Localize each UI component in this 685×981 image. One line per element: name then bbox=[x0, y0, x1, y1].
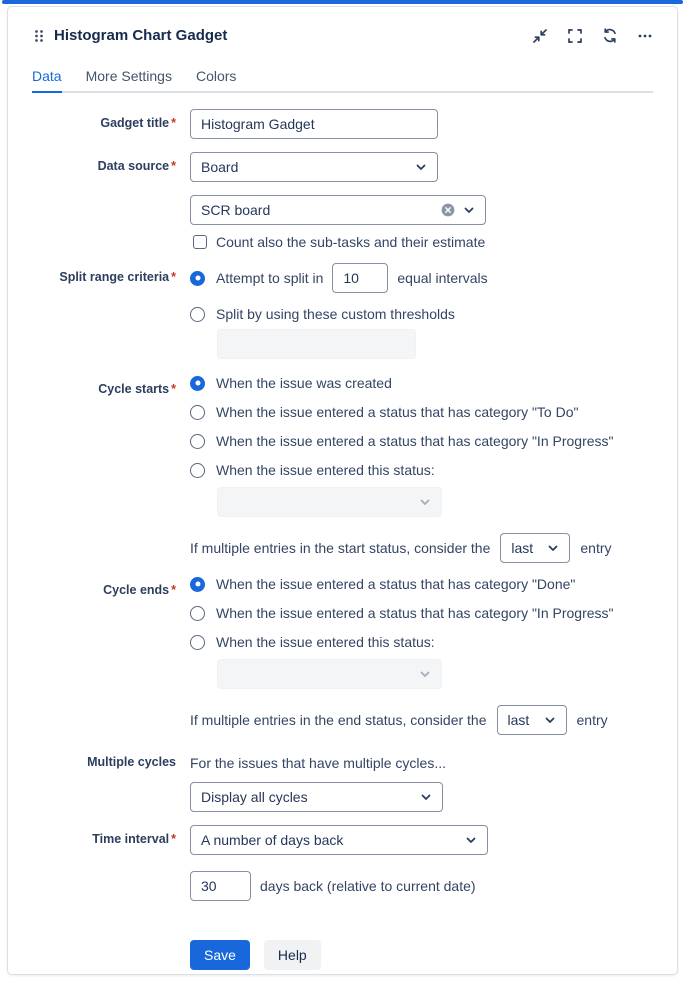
chevron-down-icon bbox=[465, 834, 477, 846]
multiple-cycles-label: Multiple cycles bbox=[87, 755, 176, 769]
multiple-cycles-note: For the issues that have multiple cycles... bbox=[190, 755, 446, 771]
tab-colors[interactable]: Colors bbox=[195, 68, 237, 84]
cycle-starts-radio-created[interactable] bbox=[190, 376, 205, 391]
custom-thresholds-input bbox=[217, 329, 416, 359]
subtasks-checkbox-row[interactable] bbox=[190, 234, 653, 250]
gadget-title-input[interactable] bbox=[190, 109, 438, 139]
tab-bar bbox=[8, 54, 677, 93]
save-button[interactable]: Save bbox=[190, 940, 250, 970]
split-equal-prefix: Attempt to split in bbox=[216, 270, 324, 286]
minimize-icon[interactable] bbox=[532, 28, 548, 44]
cycle-starts-radio-inprogress[interactable] bbox=[190, 434, 205, 449]
subtasks-checkbox[interactable] bbox=[193, 235, 207, 249]
maximize-icon[interactable] bbox=[567, 28, 583, 44]
help-button[interactable]: Help bbox=[264, 940, 321, 970]
gadget-header bbox=[8, 7, 677, 54]
cycle-ends-label: Cycle ends * bbox=[103, 583, 176, 597]
header-actions bbox=[532, 28, 653, 44]
gadget-card bbox=[7, 6, 678, 975]
days-back-input[interactable] bbox=[190, 871, 251, 901]
end-status-note: If multiple entries in the end status, consider the last entry bbox=[190, 705, 653, 735]
chevron-down-icon bbox=[463, 204, 475, 216]
split-custom-label: Split by using these custom thresholds bbox=[216, 306, 455, 322]
refresh-icon[interactable] bbox=[602, 28, 618, 44]
split-custom-radio-row[interactable] bbox=[190, 306, 653, 322]
more-icon[interactable] bbox=[637, 28, 653, 44]
days-back-suffix: days back (relative to current date) bbox=[260, 878, 476, 894]
required-asterisk: * bbox=[171, 116, 176, 130]
time-interval-label: Time interval * bbox=[92, 832, 176, 846]
gadget-title-label: Gadget title * bbox=[100, 116, 176, 130]
drag-handle-icon[interactable] bbox=[34, 29, 44, 43]
data-source-label: Data source * bbox=[97, 159, 176, 173]
time-interval-select[interactable]: A number of days back bbox=[190, 825, 488, 855]
required-asterisk: * bbox=[171, 270, 176, 284]
required-asterisk: * bbox=[171, 832, 176, 846]
split-range-label: Split range criteria * bbox=[59, 270, 176, 284]
gadget-title: Histogram Chart Gadget bbox=[54, 27, 228, 44]
cycle-ends-radio-status[interactable] bbox=[190, 635, 205, 650]
board-select[interactable]: SCR board bbox=[190, 195, 486, 225]
cycle-starts-label: Cycle starts * bbox=[98, 382, 176, 396]
required-asterisk: * bbox=[171, 159, 176, 173]
chevron-down-icon bbox=[547, 542, 559, 554]
cycle-ends-status-select bbox=[217, 659, 442, 689]
split-equal-suffix: equal intervals bbox=[397, 270, 488, 286]
chevron-down-icon bbox=[419, 668, 431, 680]
cycle-starts-radio-todo[interactable] bbox=[190, 405, 205, 420]
cycle-ends-option-row[interactable]: When the issue entered a status that has category "In Progress" bbox=[190, 605, 653, 621]
split-equal-radio[interactable] bbox=[190, 271, 205, 286]
chevron-down-icon bbox=[419, 496, 431, 508]
split-custom-radio[interactable] bbox=[190, 307, 205, 322]
cycle-starts-radio-status[interactable] bbox=[190, 463, 205, 478]
chevron-down-icon bbox=[415, 161, 427, 173]
gadget-accent-bar bbox=[2, 0, 683, 4]
start-status-note: If multiple entries in the start status, consider the last entry bbox=[190, 533, 653, 563]
split-intervals-input[interactable] bbox=[332, 263, 388, 293]
chevron-down-icon bbox=[420, 791, 432, 803]
cycle-starts-option-row[interactable]: When the issue entered a status that has category "To Do" bbox=[190, 404, 653, 420]
cycle-starts-option-row[interactable]: When the issue was created bbox=[190, 375, 653, 391]
cycle-ends-radio-inprogress[interactable] bbox=[190, 606, 205, 621]
multiple-cycles-select[interactable]: Display all cycles bbox=[190, 782, 443, 812]
gadget-config-form bbox=[8, 93, 677, 970]
cycle-ends-option-row[interactable]: When the issue entered a status that has category "Done" bbox=[190, 576, 653, 592]
cycle-starts-option-row[interactable]: When the issue entered this status: bbox=[190, 462, 653, 478]
clear-selection-icon[interactable] bbox=[441, 203, 455, 217]
start-entry-select[interactable]: last bbox=[500, 533, 570, 563]
cycle-ends-option-row[interactable]: When the issue entered this status: bbox=[190, 634, 653, 650]
chevron-down-icon bbox=[544, 714, 556, 726]
split-equal-radio-row[interactable] bbox=[190, 263, 653, 293]
data-source-type-select[interactable]: Board bbox=[190, 152, 438, 182]
cycle-ends-radio-done[interactable] bbox=[190, 577, 205, 592]
required-asterisk: * bbox=[171, 382, 176, 396]
cycle-starts-status-select bbox=[217, 487, 442, 517]
required-asterisk: * bbox=[171, 583, 176, 597]
subtasks-checkbox-label: Count also the sub-tasks and their estimate bbox=[216, 234, 486, 250]
tab-more-settings[interactable]: More Settings bbox=[85, 68, 172, 84]
cycle-starts-option-row[interactable]: When the issue entered a status that has category "In Progress" bbox=[190, 433, 653, 449]
end-entry-select[interactable]: last bbox=[497, 705, 567, 735]
tab-data[interactable]: Data bbox=[32, 68, 62, 93]
